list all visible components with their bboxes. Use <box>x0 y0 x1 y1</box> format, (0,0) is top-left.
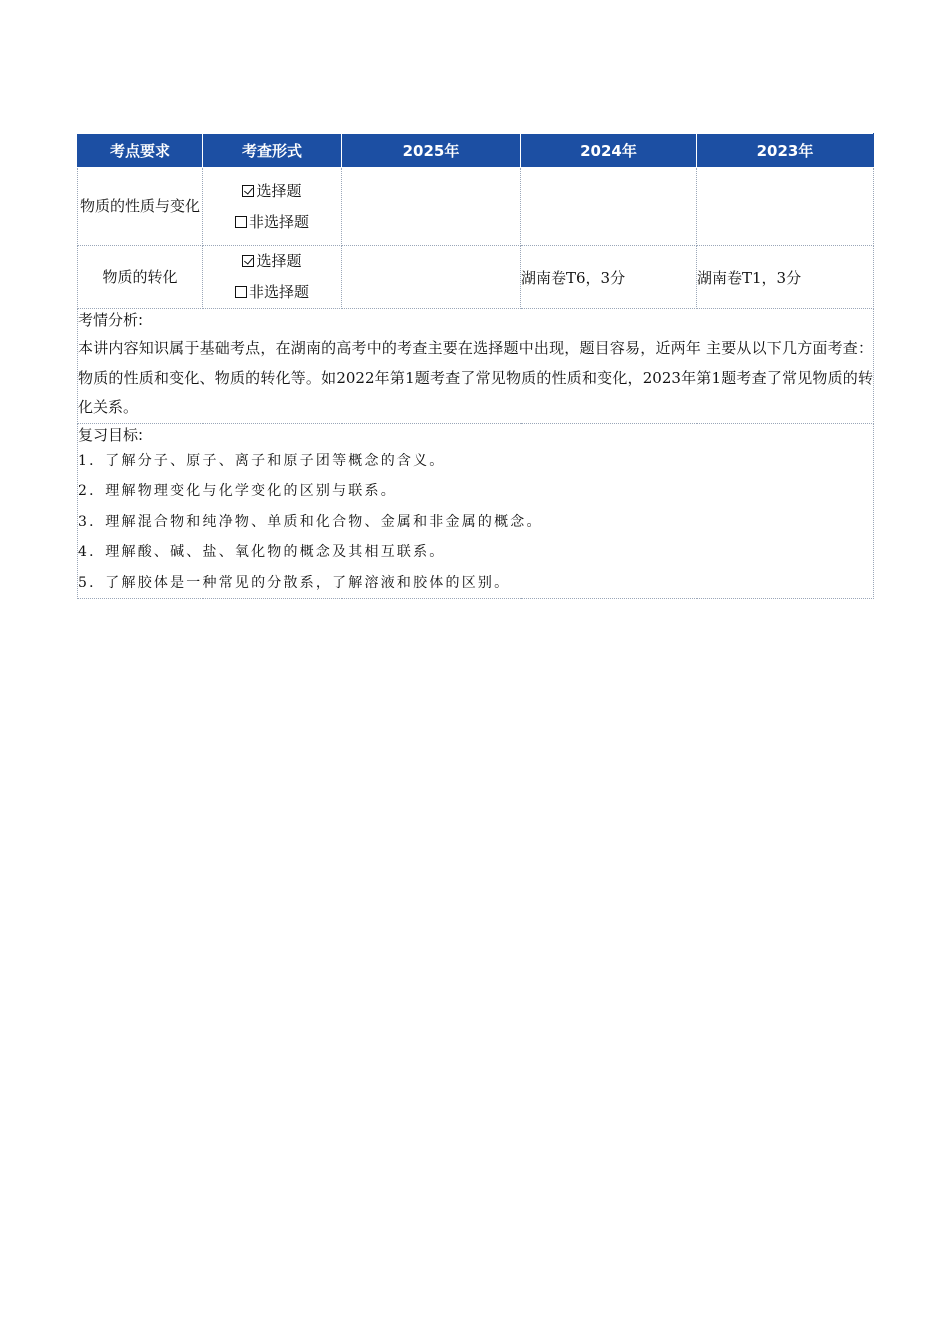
goal-item: 3．理解混合物和纯净物、单质和化合物、金属和非金属的概念。 <box>78 513 543 530</box>
goals-section <box>78 423 874 599</box>
checked-box-icon <box>242 255 254 267</box>
year-2023-cell: 湖南卷T1，3分 <box>697 246 874 309</box>
year-2025-cell <box>342 246 521 309</box>
header-2024: 2024年 <box>521 134 697 168</box>
table-row <box>78 246 874 309</box>
option-nonchoice-label: 非选择题 <box>248 283 309 301</box>
goal-item: 1．了解分子、原子、离子和原子团等概念的含义。 <box>78 452 446 469</box>
header-form: 考查形式 <box>203 134 342 168</box>
topic-cell: 物质的转化 <box>78 246 203 309</box>
analysis-section <box>78 309 874 424</box>
checked-box-icon <box>242 185 254 197</box>
goals-row <box>78 423 874 599</box>
option-choice <box>203 176 341 207</box>
header-topic: 考点要求 <box>78 134 203 168</box>
year-2025-cell <box>342 168 521 246</box>
header-2025: 2025年 <box>342 134 521 168</box>
form-cell <box>203 168 342 246</box>
goal-item: 2．理解物理变化与化学变化的区别与联系。 <box>78 483 397 499</box>
year-2024-cell: 湖南卷T6，3分 <box>521 246 697 309</box>
exam-table <box>77 133 874 599</box>
goals-title: 复习目标: <box>78 425 144 444</box>
option-nonchoice-label: 非选择题 <box>248 212 309 231</box>
analysis-text: 本讲内容知识属于基础考点，在湖南的高考中的考查主要在选择题中出现，题目容易，近两年 主要从以下几方面考查：物质的性质和变化、物质的转化等。如2022年第1题考查了常见物质的性质和变化，2023年第1题考查了常见物质的转化关系。 <box>78 339 873 416</box>
goal-item: 4．理解酸、碱、盐、氧化物的概念及其相互联系。 <box>78 544 446 560</box>
empty-box-icon <box>235 286 247 298</box>
empty-box-icon <box>235 216 247 228</box>
option-nonchoice <box>203 277 341 308</box>
analysis-row <box>78 309 874 424</box>
option-choice-label: 选择题 <box>256 252 302 270</box>
year-2023-cell <box>697 168 874 246</box>
option-choice-label: 选择题 <box>256 181 302 200</box>
goal-item: 5．了解胶体是一种常见的分散系，了解溶液和胶体的区别。 <box>78 574 511 591</box>
form-cell <box>203 246 342 309</box>
analysis-title: 考情分析: <box>78 311 144 329</box>
option-nonchoice <box>203 207 341 238</box>
year-2024-cell <box>521 168 697 246</box>
option-choice <box>203 246 341 277</box>
topic-cell: 物质的性质与变化 <box>78 168 203 246</box>
table-header-row <box>78 134 874 168</box>
header-2023: 2023年 <box>697 134 874 168</box>
table-row <box>78 168 874 246</box>
